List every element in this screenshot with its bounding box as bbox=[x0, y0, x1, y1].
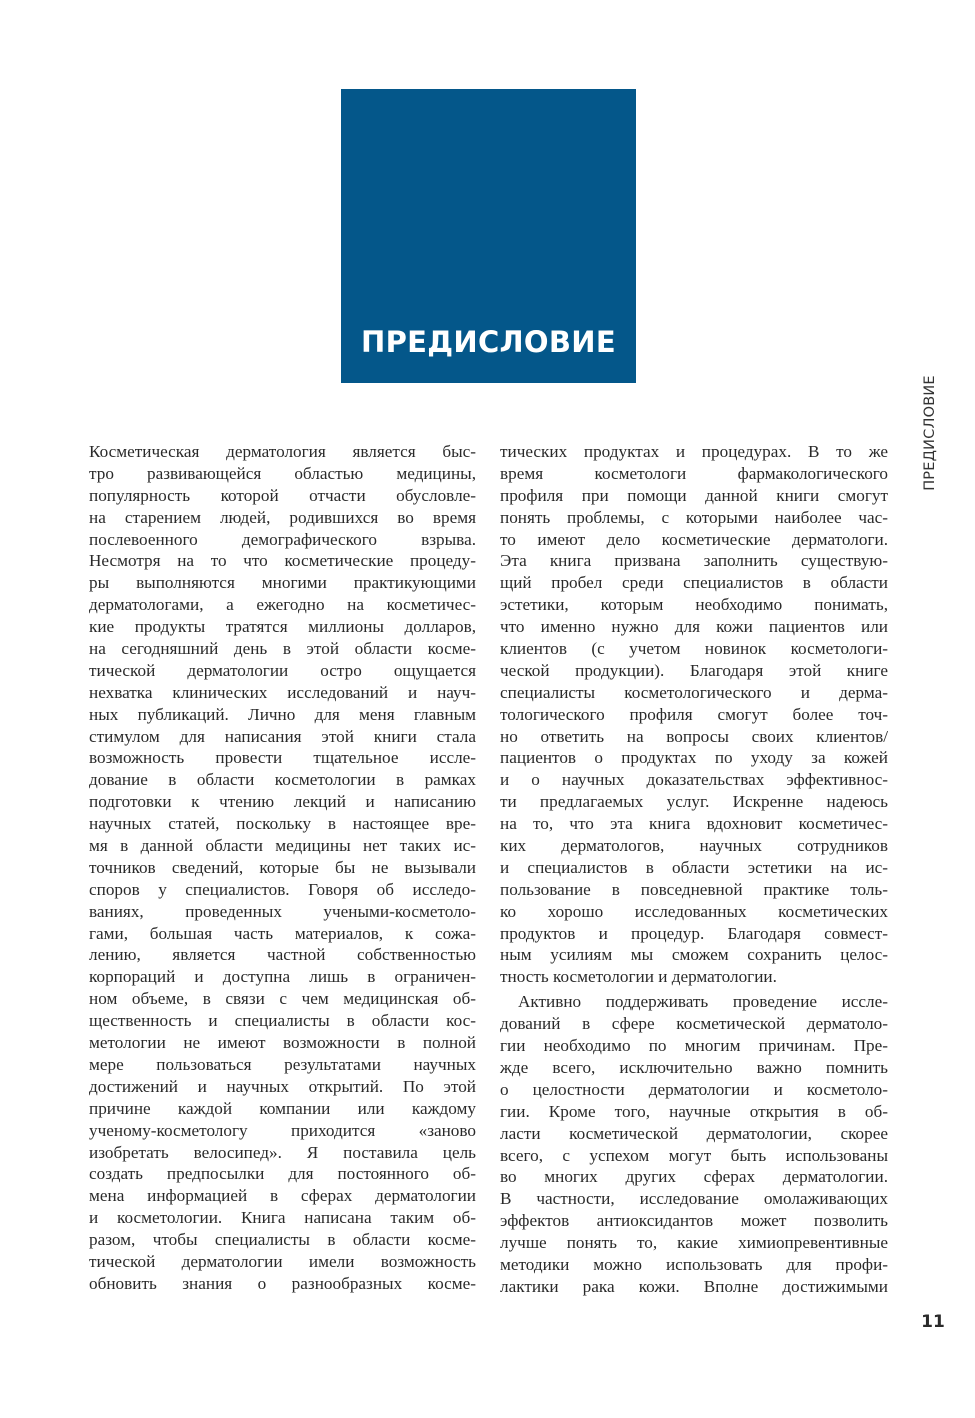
text-line: тических продуктах и процедурах. В то же bbox=[500, 442, 888, 461]
text-line: лению, является частной собственностью bbox=[89, 945, 476, 965]
text-line: ученому-косметологу приходится «заново bbox=[89, 1120, 476, 1140]
text-line: причине каждой компании или каждому bbox=[89, 1098, 476, 1118]
text-line: гии. Кроме того, научные открытия в об- bbox=[500, 1101, 888, 1121]
text-line: эстетики, которым необходимо понимать, bbox=[500, 595, 888, 615]
text-line: щий пробел среди специалистов в области bbox=[500, 573, 888, 593]
text-line: что именно нужно для кожи пациентов или bbox=[500, 617, 888, 637]
text-line: специалисты косметологического и дерма- bbox=[500, 682, 888, 702]
text-line: популярность которой отчасти обусловле- bbox=[89, 485, 476, 505]
text-line: дований в сфере косметической дерматоло- bbox=[500, 1014, 888, 1034]
text-line: эффектов антиоксидантов может позволить bbox=[500, 1211, 888, 1231]
text-line: мя в данной области медицины нет таких ис- bbox=[89, 836, 476, 856]
text-line: Несмотря на то что косметические процеду- bbox=[89, 551, 476, 571]
text-line: понять проблемы, с которыми наиболее час- bbox=[500, 507, 888, 527]
text-line: стимулом для написания этой книги стала bbox=[89, 726, 476, 746]
text-line: продуктов и процедур. Благодаря совмест- bbox=[500, 923, 888, 943]
text-line: обновить знания о разнообразных косме- bbox=[89, 1273, 476, 1293]
text-line: дование в области косметологии в рамках bbox=[89, 770, 476, 790]
text-line: ных публикаций. Лично для меня главным bbox=[89, 704, 476, 724]
text-line: на то, что эта книга вдохновит косметичес- bbox=[500, 814, 888, 834]
text-line: ческой продукции). Благодаря этой книге bbox=[500, 660, 888, 680]
running-head bbox=[918, 370, 942, 495]
text-line: тической дерматологии остро ощущается bbox=[89, 660, 476, 680]
text-line: лучше понять то, какие химиопревентивные bbox=[500, 1233, 888, 1253]
text-line: тологического профиля смогут более точ- bbox=[500, 704, 888, 724]
text-line: гии необходимо по многим причинам. Пре- bbox=[500, 1036, 888, 1056]
chapter-title: ПРЕДИСЛОВИЕ bbox=[361, 325, 616, 359]
text-line: разом, чтобы специалисты в области косме- bbox=[89, 1230, 476, 1250]
paragraph bbox=[500, 441, 888, 988]
text-line: тической дерматологии имели возможность bbox=[89, 1251, 476, 1271]
text-line: профиля при помощи данной книги смогут bbox=[500, 485, 888, 505]
text-line: то имеют дело косметические дерматологи. bbox=[500, 529, 888, 549]
text-line: ры выполняются многими практикующими bbox=[89, 573, 476, 593]
text-line: Косметическая дерматология является быс- bbox=[89, 442, 476, 461]
text-line: ном объеме, в связи с чем медицинская об- bbox=[89, 989, 476, 1009]
left-column bbox=[89, 441, 476, 1295]
text-line: корпораций и доступна лишь в ограничен- bbox=[89, 967, 476, 987]
text-line: пользование в повседневной практике толь- bbox=[500, 879, 888, 899]
right-column bbox=[500, 441, 888, 1298]
text-line: на старением людей, родившихся во время bbox=[89, 507, 476, 527]
text-line: мере пользоваться результатами научных bbox=[89, 1054, 476, 1074]
text-line: послевоенного демографического взрыва. bbox=[89, 529, 476, 549]
text-line: клиентов (с учетом новинок косметологи- bbox=[500, 639, 888, 659]
text-line: лактики рака кожи. Вполне достижимыми bbox=[500, 1276, 888, 1296]
text-line: тность косметологии и дерматологии. bbox=[500, 967, 777, 987]
text-line: подготовки к чтению лекций и написанию bbox=[89, 792, 476, 812]
text-line: о целостности дерматологии и косметоло- bbox=[500, 1079, 888, 1099]
text-line: споров у специалистов. Говоря об исследо- bbox=[89, 879, 476, 899]
text-line: изобретать велосипед». Я поставила цель bbox=[89, 1142, 476, 1162]
text-line: щественность и специалисты в области кос- bbox=[89, 1011, 476, 1031]
page-number: 11 bbox=[921, 1312, 945, 1332]
running-head-text: ПРЕДИСЛОВИЕ bbox=[922, 374, 938, 491]
text-line: Эта книга призвана заполнить существую- bbox=[500, 551, 888, 571]
text-line: нехватка клинических исследований и науч- bbox=[89, 682, 476, 702]
text-line: методики можно использовать для профи- bbox=[500, 1254, 888, 1274]
text-line: ваниях, проведенных учеными-косметоло- bbox=[89, 901, 476, 921]
text-line: всего, с успехом могут быть использованы bbox=[500, 1145, 888, 1165]
text-line: ласти косметической дерматологии, скорее bbox=[500, 1123, 888, 1143]
text-line: научных статей, поскольку в настоящее вре- bbox=[89, 814, 476, 834]
text-line: пациентов о продуктах по уходу за кожей bbox=[500, 748, 888, 768]
text-line: но ответить на вопросы своих клиентов/ bbox=[500, 726, 888, 746]
text-line: достижений и научных открытий. По этой bbox=[89, 1076, 476, 1096]
text-line: гами, большая часть материалов, к сожа- bbox=[89, 923, 476, 943]
text-line: время косметологи фармакологического bbox=[500, 463, 888, 483]
text-line: дерматологами, а ежегодно на косметичес- bbox=[89, 595, 476, 615]
text-line: на сегодняшний день в этой области косме- bbox=[89, 639, 476, 659]
text-line: кие продукты тратятся миллионы долларов, bbox=[89, 617, 476, 637]
text-line: ти предлагаемых услуг. Искренне надеюсь bbox=[500, 792, 888, 812]
text-line: Активно поддерживать проведение иссле- bbox=[518, 992, 888, 1012]
text-line: и специалистов в области эстетики на ис- bbox=[500, 857, 888, 877]
text-line: ным усилиям мы сможем сохранить целос- bbox=[500, 945, 888, 965]
text-line: во многих других сферах дерматологии. bbox=[500, 1167, 888, 1187]
text-line: и косметологии. Книга написана таким об- bbox=[89, 1208, 476, 1228]
text-line: В частности, исследование омолаживающих bbox=[500, 1189, 888, 1209]
text-line: метологии не имеют возможности в полной bbox=[89, 1033, 476, 1053]
text-line: создать предпосылки для постоянного об- bbox=[89, 1164, 476, 1184]
chapter-title-block bbox=[341, 89, 636, 383]
text-line: тро развивающейся областью медицины, bbox=[89, 463, 476, 483]
paragraph bbox=[500, 991, 888, 1297]
text-line: мена информацией в сферах дерматологии bbox=[89, 1186, 476, 1206]
text-line: ких дерматологов, научных сотрудников bbox=[500, 836, 888, 856]
text-line: точников сведений, которые бы не вызывали bbox=[89, 857, 476, 877]
text-line: возможность провести тщательное иссле- bbox=[89, 748, 476, 768]
text-line: жде всего, исключительно важно помнить bbox=[500, 1057, 888, 1077]
text-line: и о научных доказательствах эффективнос- bbox=[500, 770, 888, 790]
text-line: ко хорошо исследованных косметических bbox=[500, 901, 888, 921]
